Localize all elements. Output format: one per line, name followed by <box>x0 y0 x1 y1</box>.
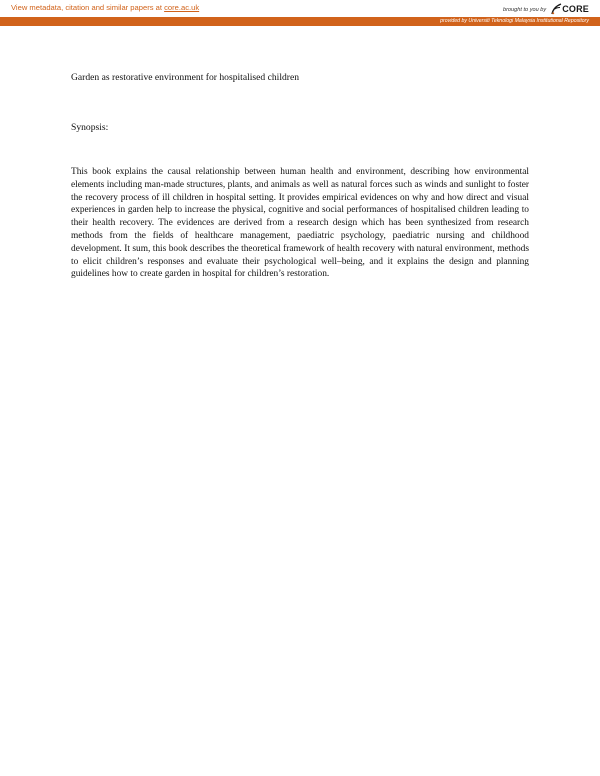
core-header <box>0 0 600 27</box>
synopsis-paragraph: This book explains the causal relationship between human health and environment, describing how environmental elements including man-made structures, plants, and animals as well as natural forces such as winds and sunlight to foster the recovery process of ill children in hospital setting. It provides empirical evidences on why and how direct and visual experiences in garden help to increase the physical, cognitive and social performances of hospitalised children leading to their health recovery. The evidences are derived from a research design which has been synthesized from research methods from the fields of healthcare management, paediatric psychology, paediatric nursing and childhood development. It sum, this book describes the theoretical framework of health recovery with natural environment, methods to elicit children’s responses and evaluate their psychological well–being, and it explains the design and planning guidelines how to create garden in hospital for children’s restoration. <box>71 167 529 280</box>
brought-by-text: brought to you by <box>502 7 547 13</box>
synopsis-heading: Synopsis: <box>71 122 109 133</box>
brought-to-you-by <box>503 1 589 15</box>
document-title: Garden as restorative environment for hospitalised children <box>71 72 300 83</box>
core-logo-icon <box>550 2 562 15</box>
provided-by-text: provided by Universiti Teknologi Malaysia Institutional Repository <box>440 18 589 24</box>
core-ac-uk-link[interactable]: core.ac.uk <box>164 3 200 12</box>
core-logo-text: CORE <box>562 4 589 14</box>
core-logo[interactable] <box>550 2 589 15</box>
repository-bar <box>0 17 600 26</box>
metadata-link[interactable] <box>11 3 199 12</box>
core-top-strip <box>0 0 600 16</box>
metadata-text: View metadata, citation and similar papers at <box>11 3 162 12</box>
